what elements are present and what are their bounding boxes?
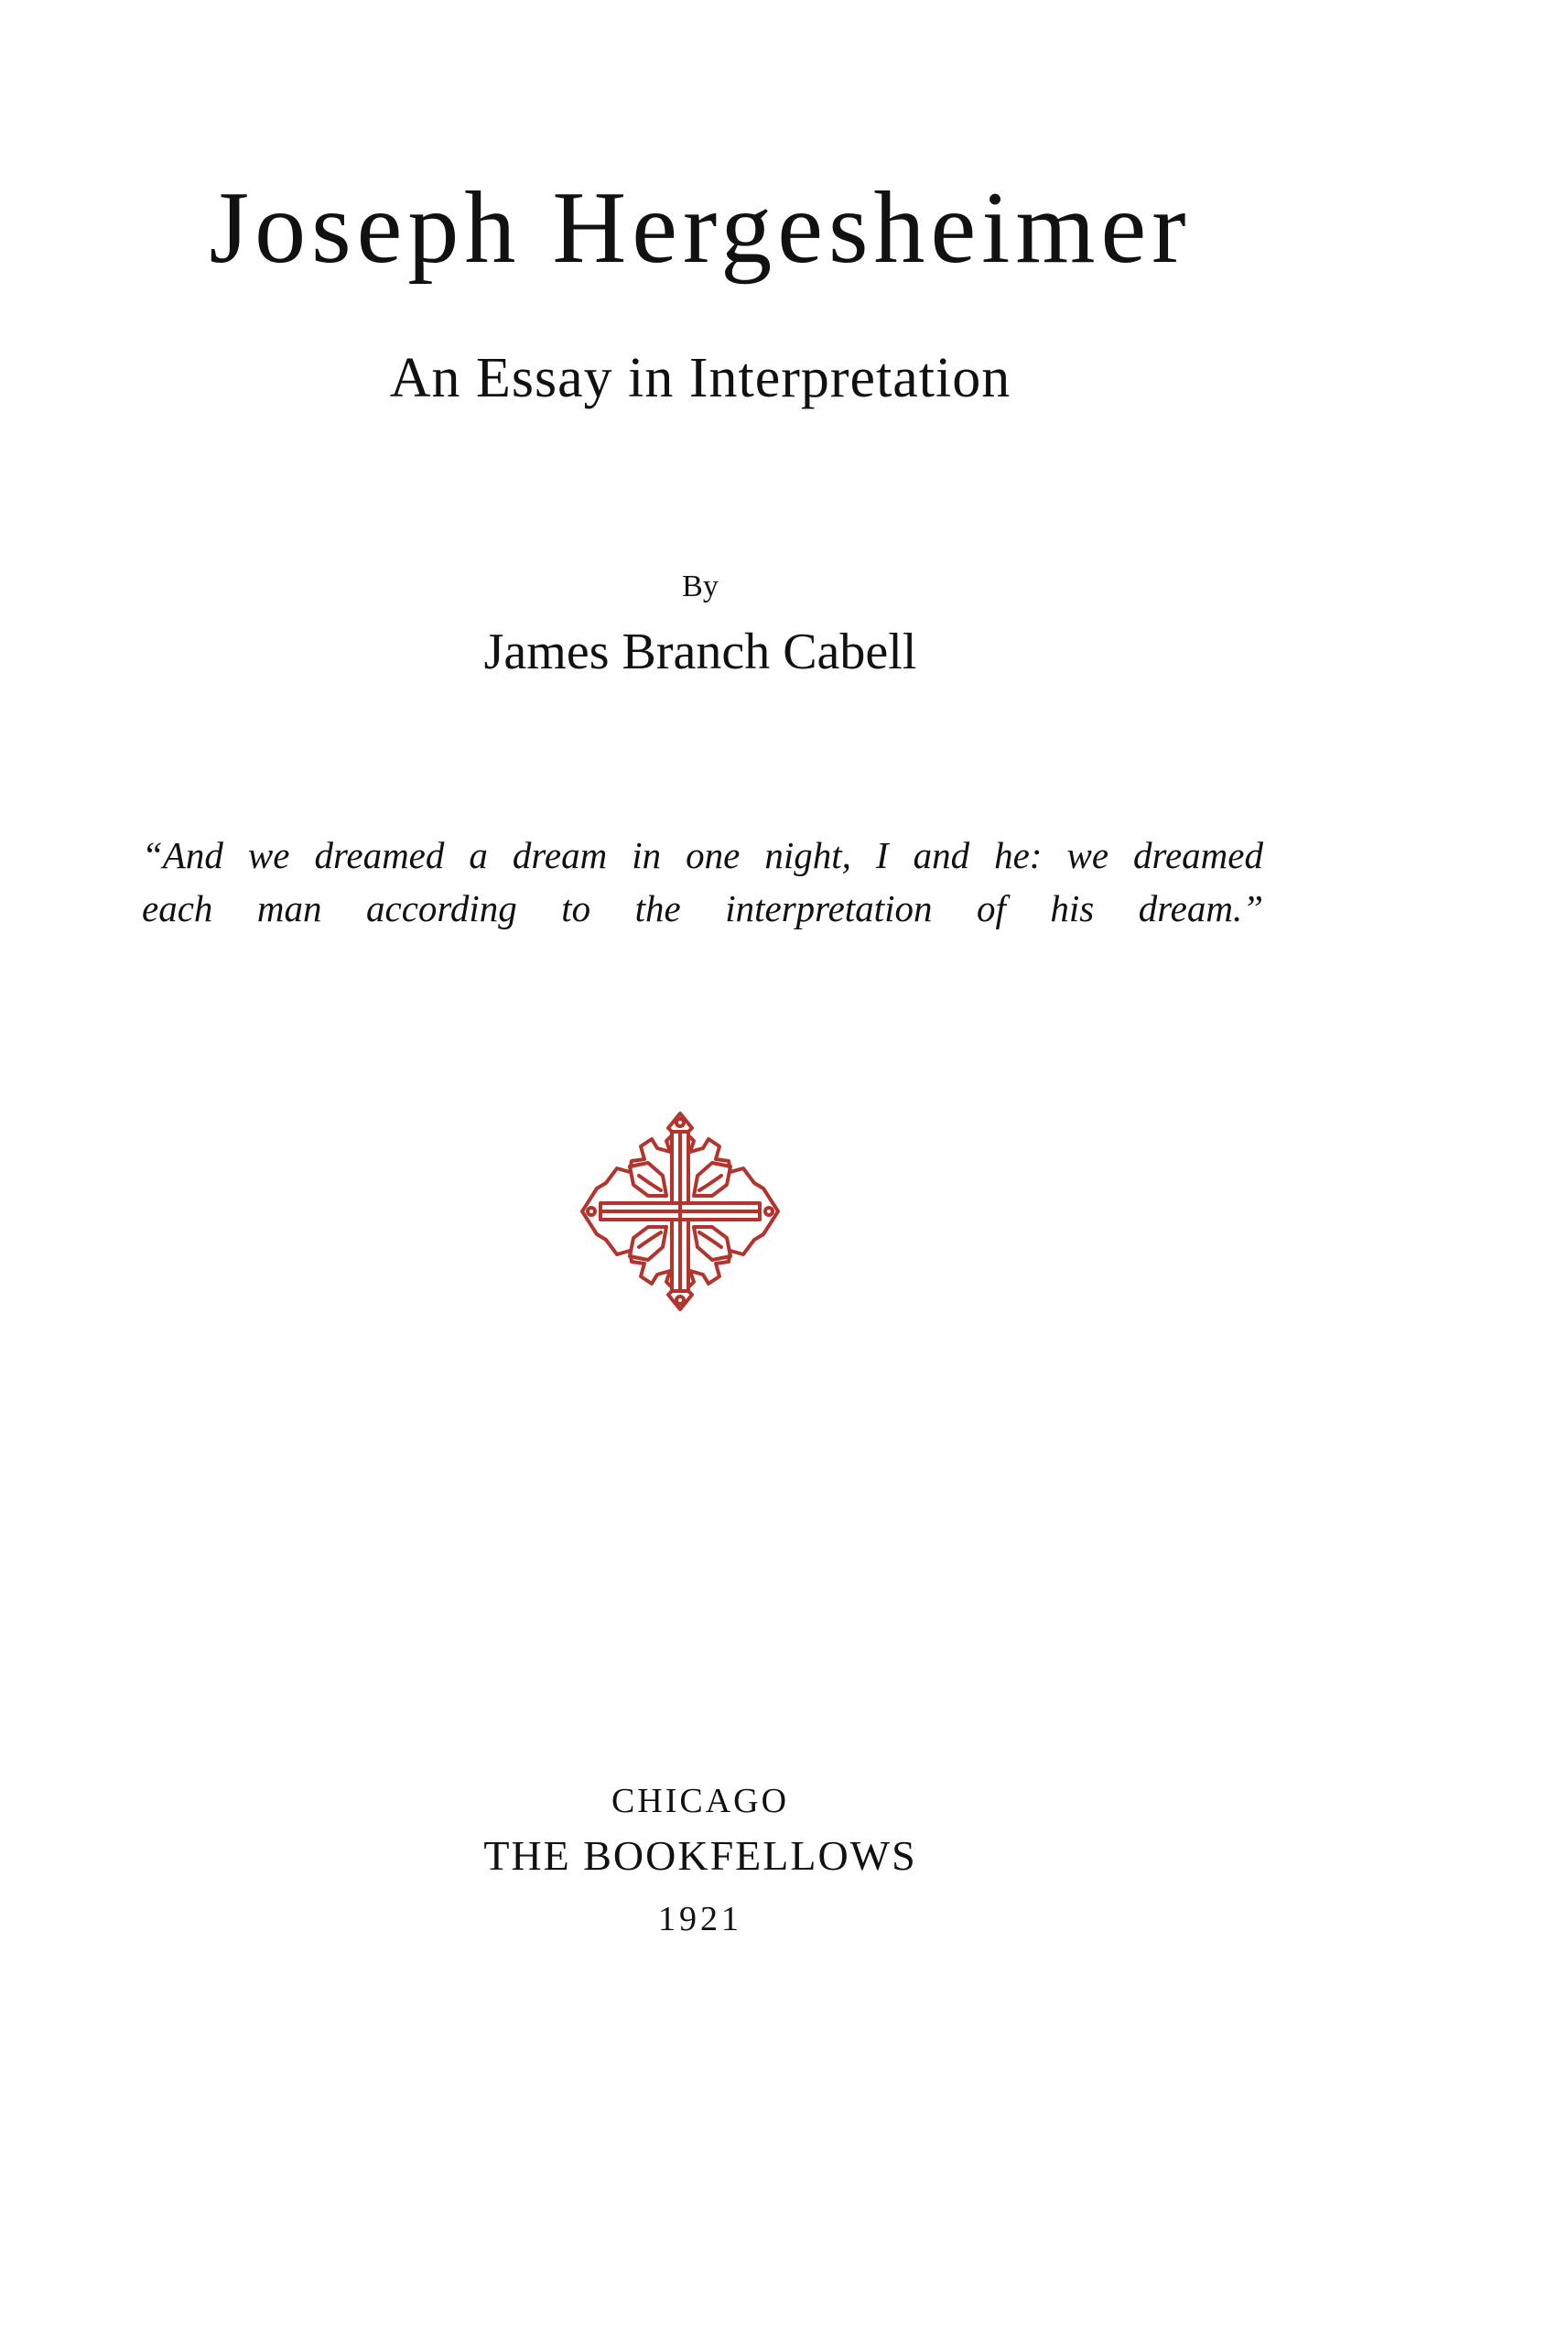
ornament-vein-tr	[699, 1176, 721, 1190]
ornament-dot-right	[765, 1208, 773, 1215]
book-subtitle: An Essay in Interpretation	[389, 347, 1011, 409]
imprint-publisher: THE BOOKFELLOWS	[483, 1832, 917, 1879]
ornament-vein-tl	[639, 1176, 661, 1190]
byline-label: By	[682, 570, 719, 603]
imprint-year: 1921	[658, 1900, 742, 1938]
book-title: Joseph Hergesheimer	[209, 171, 1192, 285]
ornament-vein-br	[699, 1232, 721, 1247]
ornament-vein-bl	[639, 1232, 661, 1247]
epigraph-line-1: “And we dreamed a dream in one night, I and he: we dreamed	[142, 834, 1263, 876]
imprint-city: CHICAGO	[611, 1782, 790, 1820]
author-name: James Branch Cabell	[483, 624, 917, 680]
ornament-dot-left	[588, 1208, 595, 1215]
epigraph-line-2: each man according to the interpretation of his dream.”	[142, 887, 1263, 929]
cross-fleury-ornament-icon	[575, 1106, 785, 1317]
ornament-dot-top	[676, 1119, 684, 1126]
ornament-dot-bottom	[676, 1297, 684, 1304]
